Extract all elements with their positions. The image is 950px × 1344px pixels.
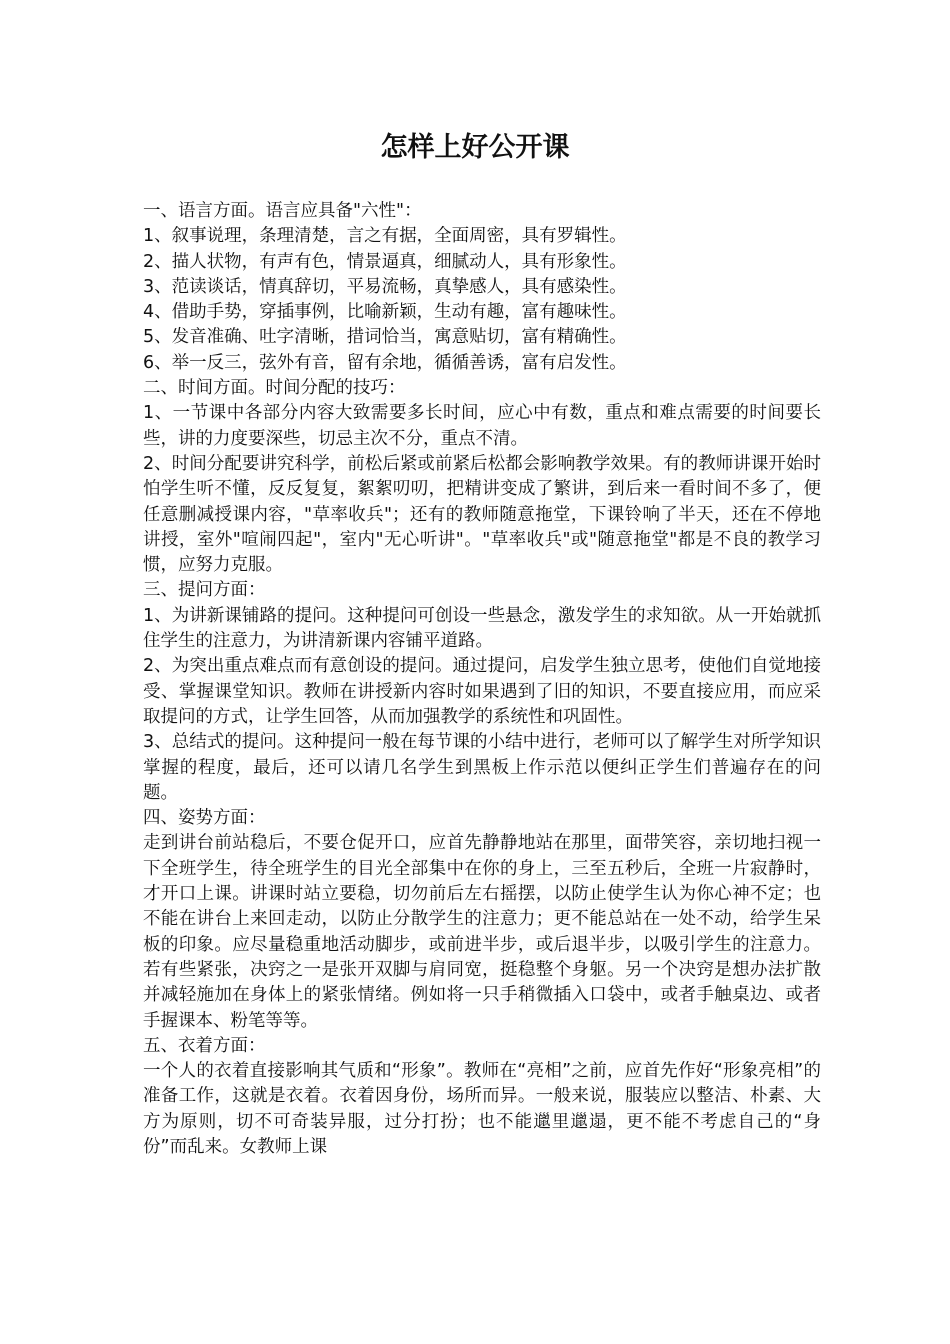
questions-item-2: 2、为突出重点难点而有意创设的提问。通过提问，启发学生独立思考，使他们自觉地接受、掌握课堂知识。教师在讲授新内容时如果遇到了旧的知识，不要直接应用，而应采取提问的方式，让学生回答，从而加强教学的系统性和巩固性。 xyxy=(143,656,821,727)
time-item-1: 1、一节课中各部分内容大致需要多长时间，应心中有数，重点和难点需要的时间要长些，讲的力度要深些，切忌主次不分，重点不清。 xyxy=(143,403,821,449)
document-body xyxy=(143,199,821,1160)
section-heading-questions: 三、提问方面： xyxy=(143,580,266,601)
language-item-5: 5、发音准确、吐字清晰，措词恰当，寓意贴切，富有精确性。 xyxy=(143,327,627,348)
questions-item-3: 3、总结式的提问。这种提问一般在每节课的小结中进行，老师可以了解学生对所学知识掌握的程度，最后，还可以请几名学生到黑板上作示范以便纠正学生们普遍存在的问题。 xyxy=(143,732,821,803)
language-item-2: 2、描人状物，有声有色，情景逼真，细腻动人，具有形象性。 xyxy=(143,251,627,272)
language-item-3: 3、范读谈话，情真辞切，平易流畅，真挚感人，具有感染性。 xyxy=(143,276,627,297)
language-item-6: 6、举一反三，弦外有音，留有余地，循循善诱，富有启发性。 xyxy=(143,352,627,373)
language-item-4: 4、借助手势，穿插事例，比喻新颖，生动有趣，富有趣味性。 xyxy=(143,302,627,323)
section-heading-attire: 五、衣着方面： xyxy=(143,1035,266,1056)
document-title: 怎样上好公开课 xyxy=(380,132,570,163)
section-heading-posture: 四、姿势方面： xyxy=(143,808,266,829)
time-item-2: 2、时间分配要讲究科学，前松后紧或前紧后松都会影响教学效果。有的教师讲课开始时怕学生听不懂，反反复复，絮絮叨叨，把精讲变成了繁讲，到后来一看时间不多了，便任意删减授课内容，"草率收兵"；还有的教师随意拖堂，下课铃响了半天，还在不停地讲授，室外"喧闹四起"，室内"无心听讲"。"草率收兵"或"随意拖堂"都是不良的教学习惯，应努力克服。 xyxy=(143,453,821,576)
section-heading-language: 一、语言方面。语言应具备"六性"： xyxy=(143,201,422,221)
attire-paragraph: 一个人的衣着直接影响其气质和“形象”。教师在“亮相”之前，应首先作好“形象亮相”的准备工作，这就是衣着。衣着因身份，场所而异。一般来说，服装应以整洁、朴素、大方为原则，切不可奇装异服，过分打扮；也不能邋里邋遢，更不能不考虑自己的“身份”而乱来。女教师上课 xyxy=(143,1061,821,1157)
section-heading-time: 二、时间方面。时间分配的技巧： xyxy=(143,378,406,399)
questions-item-1: 1、为讲新课铺路的提问。这种提问可创设一些悬念，激发学生的求知欲。从一开始就抓住学生的注意力，为讲清新课内容铺平道路。 xyxy=(143,605,821,652)
posture-paragraph: 走到讲台前站稳后，不要仓促开口，应首先静静地站在那里，面带笑容，亲切地扫视一下全班学生，待全班学生的目光全部集中在你的身上，三至五秒后，全班一片寂静时，才开口上课。讲课时站立要稳，切勿前后左右摇摆，以防止使学生认为你心神不定；也不能在讲台上来回走动，以防止分散学生的注意力；更不能总站在一处不动，给学生呆板的印象。应尽量稳重地活动脚步，或前进半步，或后退半步，以吸引学生的注意力。若有些紧张，决窍之一是张开双脚与肩同宽，挺稳整个身躯。另一个决窍是想办法扩散并减轻施加在身体上的紧张情绪。例如将一只手稍微插入口袋中，或者手触桌边、或者手握课本、粉笔等等。 xyxy=(143,833,821,1031)
language-item-1: 1、叙事说理，条理清楚，言之有据，全面周密，具有罗辑性。 xyxy=(143,226,627,247)
